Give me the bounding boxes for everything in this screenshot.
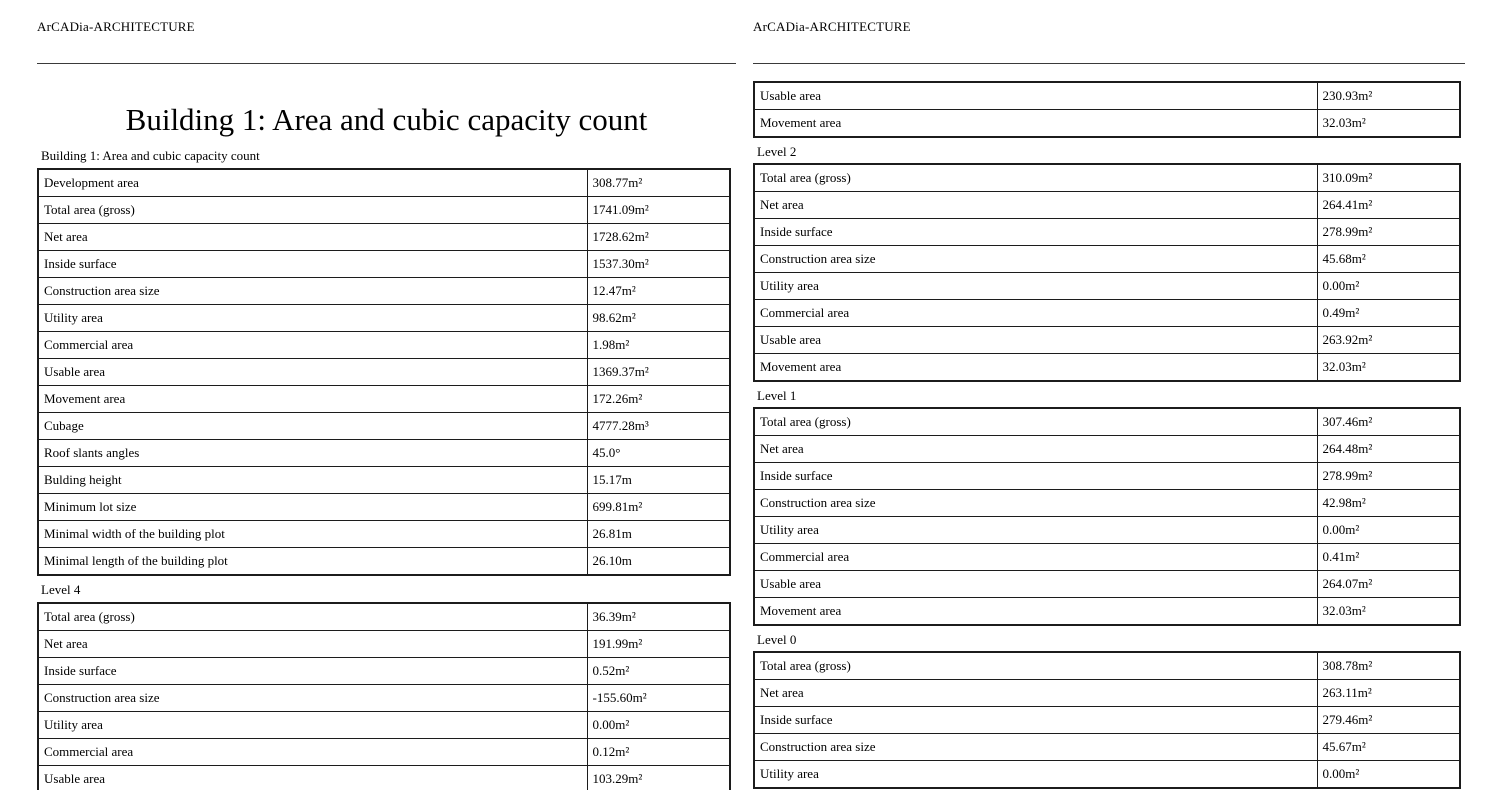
table-caption: Building 1: Area and cubic capacity count xyxy=(41,148,260,163)
row-label: Utility area xyxy=(754,517,1317,544)
row-value: 0.00m² xyxy=(1317,761,1460,789)
row-label: Minimal length of the building plot xyxy=(38,548,587,576)
table-row xyxy=(38,440,730,467)
table-row xyxy=(38,386,730,413)
row-label: Roof slants angles xyxy=(38,440,587,467)
section-heading-level-4: Level 4 xyxy=(41,582,81,597)
row-value: 26.10m xyxy=(587,548,730,576)
row-value: 0.41m² xyxy=(1317,544,1460,571)
row-label: Bulding height xyxy=(38,467,587,494)
report-header: ArCADia-ARCHITECTURE xyxy=(753,19,911,34)
row-label: Inside surface xyxy=(38,658,587,685)
row-value: 0.00m² xyxy=(1317,517,1460,544)
table-row xyxy=(38,305,730,332)
table-row xyxy=(38,359,730,386)
table-row xyxy=(754,164,1460,192)
table-row xyxy=(38,494,730,521)
row-label: Construction area size xyxy=(38,685,587,712)
table-row xyxy=(754,192,1460,219)
row-value: 1369.37m² xyxy=(587,359,730,386)
row-label: Commercial area xyxy=(754,544,1317,571)
row-value: 308.77m² xyxy=(587,169,730,197)
table-row xyxy=(754,436,1460,463)
building-summary-table xyxy=(37,168,731,576)
table-row xyxy=(754,354,1460,382)
row-label: Total area (gross) xyxy=(754,652,1317,680)
row-label: Cubage xyxy=(38,413,587,440)
section-heading-level-2: Level 2 xyxy=(757,144,797,159)
row-value: 26.81m xyxy=(587,521,730,548)
section-heading-level-0: Level 0 xyxy=(757,632,797,647)
row-value: 263.92m² xyxy=(1317,327,1460,354)
table-row xyxy=(754,761,1460,789)
table-row xyxy=(38,467,730,494)
row-value: 32.03m² xyxy=(1317,354,1460,382)
row-value: 0.00m² xyxy=(587,712,730,739)
row-value: 45.0° xyxy=(587,440,730,467)
row-label: Inside surface xyxy=(754,219,1317,246)
row-label: Construction area size xyxy=(38,278,587,305)
table-row xyxy=(38,224,730,251)
table-row xyxy=(754,408,1460,436)
row-label: Movement area xyxy=(38,386,587,413)
table-row xyxy=(38,685,730,712)
row-value: 15.17m xyxy=(587,467,730,494)
row-label: Total area (gross) xyxy=(754,164,1317,192)
row-value: 310.09m² xyxy=(1317,164,1460,192)
row-label: Utility area xyxy=(38,712,587,739)
row-label: Usable area xyxy=(38,359,587,386)
table-row xyxy=(38,251,730,278)
row-label: Movement area xyxy=(754,110,1317,138)
header-rule xyxy=(753,63,1465,64)
row-value: 191.99m² xyxy=(587,631,730,658)
table-row xyxy=(754,110,1460,138)
row-value: 1741.09m² xyxy=(587,197,730,224)
row-label: Total area (gross) xyxy=(38,197,587,224)
row-value: 279.46m² xyxy=(1317,707,1460,734)
table-row xyxy=(754,734,1460,761)
row-value: 1728.62m² xyxy=(587,224,730,251)
report-page-2 xyxy=(753,0,1465,789)
row-value: 42.98m² xyxy=(1317,490,1460,517)
row-value: 1.98m² xyxy=(587,332,730,359)
table-row xyxy=(38,197,730,224)
row-label: Net area xyxy=(38,224,587,251)
report-page-1 xyxy=(37,0,736,790)
row-value: 4777.28m³ xyxy=(587,413,730,440)
row-value: 263.11m² xyxy=(1317,680,1460,707)
table-row xyxy=(754,571,1460,598)
row-value: 103.29m² xyxy=(587,766,730,790)
row-value: 308.78m² xyxy=(1317,652,1460,680)
row-label: Inside surface xyxy=(754,707,1317,734)
row-label: Commercial area xyxy=(38,332,587,359)
row-label: Inside surface xyxy=(754,463,1317,490)
row-label: Usable area xyxy=(754,327,1317,354)
row-label: Commercial area xyxy=(38,739,587,766)
table-row xyxy=(38,631,730,658)
level-1-table xyxy=(753,407,1461,626)
level-3-continued-table xyxy=(753,81,1461,138)
level-2-table xyxy=(753,163,1461,382)
table-row xyxy=(38,278,730,305)
row-value: 1537.30m² xyxy=(587,251,730,278)
row-value: 230.93m² xyxy=(1317,82,1460,110)
table-row xyxy=(38,548,730,576)
row-label: Commercial area xyxy=(754,300,1317,327)
level-0-table xyxy=(753,651,1461,789)
row-value: 264.48m² xyxy=(1317,436,1460,463)
row-label: Development area xyxy=(38,169,587,197)
row-value: 45.67m² xyxy=(1317,734,1460,761)
row-label: Construction area size xyxy=(754,490,1317,517)
table-row xyxy=(754,273,1460,300)
row-label: Net area xyxy=(754,436,1317,463)
table-row xyxy=(38,712,730,739)
table-row xyxy=(754,327,1460,354)
table-row xyxy=(38,413,730,440)
table-row xyxy=(38,658,730,685)
row-value: 12.47m² xyxy=(587,278,730,305)
row-value: -155.60m² xyxy=(587,685,730,712)
table-row xyxy=(38,332,730,359)
row-label: Usable area xyxy=(754,82,1317,110)
row-label: Movement area xyxy=(754,354,1317,382)
row-label: Total area (gross) xyxy=(754,408,1317,436)
row-value: 36.39m² xyxy=(587,603,730,631)
row-value: 278.99m² xyxy=(1317,219,1460,246)
report-header: ArCADia-ARCHITECTURE xyxy=(37,19,195,34)
table-row xyxy=(754,707,1460,734)
row-label: Utility area xyxy=(754,273,1317,300)
row-value: 172.26m² xyxy=(587,386,730,413)
row-value: 278.99m² xyxy=(1317,463,1460,490)
row-value: 307.46m² xyxy=(1317,408,1460,436)
section-heading-level-1: Level 1 xyxy=(757,388,797,403)
table-row xyxy=(754,652,1460,680)
table-row xyxy=(754,680,1460,707)
row-label: Inside surface xyxy=(38,251,587,278)
row-label: Total area (gross) xyxy=(38,603,587,631)
table-row xyxy=(38,739,730,766)
table-row xyxy=(38,766,730,790)
row-label: Minimal width of the building plot xyxy=(38,521,587,548)
row-value: 0.12m² xyxy=(587,739,730,766)
table-row xyxy=(754,246,1460,273)
row-label: Movement area xyxy=(754,598,1317,626)
row-value: 32.03m² xyxy=(1317,598,1460,626)
row-value: 0.52m² xyxy=(587,658,730,685)
table-row xyxy=(754,463,1460,490)
row-label: Minimum lot size xyxy=(38,494,587,521)
table-row xyxy=(754,517,1460,544)
row-label: Utility area xyxy=(754,761,1317,789)
row-value: 0.00m² xyxy=(1317,273,1460,300)
row-label: Construction area size xyxy=(754,734,1317,761)
row-value: 0.49m² xyxy=(1317,300,1460,327)
row-label: Net area xyxy=(38,631,587,658)
row-label: Construction area size xyxy=(754,246,1317,273)
row-value: 32.03m² xyxy=(1317,110,1460,138)
row-value: 98.62m² xyxy=(587,305,730,332)
table-row xyxy=(754,82,1460,110)
row-label: Usable area xyxy=(38,766,587,790)
table-row xyxy=(754,219,1460,246)
row-value: 699.81m² xyxy=(587,494,730,521)
row-value: 264.41m² xyxy=(1317,192,1460,219)
row-label: Net area xyxy=(754,680,1317,707)
table-row xyxy=(754,598,1460,626)
row-label: Utility area xyxy=(38,305,587,332)
table-row xyxy=(38,603,730,631)
row-label: Usable area xyxy=(754,571,1317,598)
table-row xyxy=(754,300,1460,327)
table-row xyxy=(754,544,1460,571)
table-row xyxy=(38,521,730,548)
header-rule xyxy=(37,63,736,64)
row-label: Net area xyxy=(754,192,1317,219)
report-title: Building 1: Area and cubic capacity count xyxy=(125,102,648,137)
table-row xyxy=(38,169,730,197)
table-row xyxy=(754,490,1460,517)
level-4-table xyxy=(37,602,731,790)
row-value: 264.07m² xyxy=(1317,571,1460,598)
row-value: 45.68m² xyxy=(1317,246,1460,273)
